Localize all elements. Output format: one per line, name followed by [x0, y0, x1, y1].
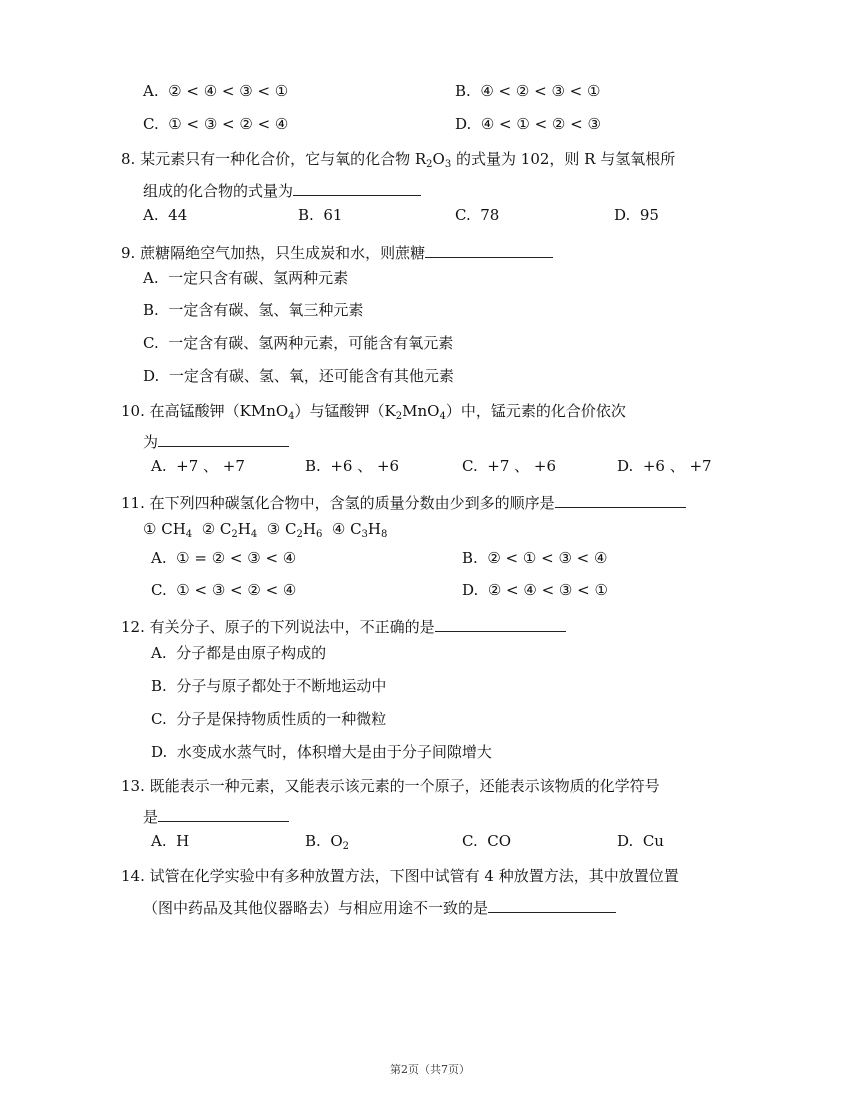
q14-stem-line2: （图中药品及其他仪器略去）与相应用途不一致的是 — [143, 896, 616, 918]
q13-option-b[interactable]: B. $O_2$ — [305, 832, 350, 852]
q11-option-d[interactable]: D. ② < ④ < ③ < ① — [462, 581, 608, 599]
q9-option-c[interactable]: C. 一定含有碳、氢两种元素，可能含有氧元素 — [143, 334, 454, 352]
answer-blank[interactable] — [435, 615, 566, 632]
q8-option-c[interactable]: C. 78 — [455, 206, 500, 224]
q10-stem-line2: 为 — [143, 430, 289, 452]
q9-option-a[interactable]: A. 一定只含有碳、氢两种元素 — [143, 269, 349, 287]
q9-option-d[interactable]: D. 一定含有碳、氢、氧，还可能含有其他元素 — [143, 367, 454, 385]
answer-blank[interactable] — [425, 241, 553, 258]
question-number: 9. — [121, 244, 136, 262]
q7-option-a[interactable]: A. ② < ④ < ③ < ① — [143, 82, 289, 100]
q7-option-b[interactable]: B. ④ < ② < ③ < ① — [455, 82, 601, 100]
q11-compounds: ① $CH_4$ ② $C_2H_4$ ③ $C_2H_6$ ④ $C_3H_8$ — [143, 520, 388, 540]
q10-stem: 10. 在高锰酸钾（KMnO$_4$）与锰酸钾$(K_2MnO_4)$中，锰元素的化合价依次 — [121, 402, 626, 422]
q12-option-a[interactable]: A. 分子都是由原子构成的 — [151, 644, 327, 662]
answer-blank[interactable] — [555, 491, 686, 508]
q10-option-c[interactable]: C. +7 、 +6 — [462, 457, 557, 475]
answer-blank[interactable] — [293, 179, 421, 196]
q7-option-d[interactable]: D. ④ < ① < ② < ③ — [455, 115, 601, 133]
q13-option-a[interactable]: A. H — [151, 832, 190, 850]
q10-option-b[interactable]: B. +6 、 +6 — [305, 457, 400, 475]
answer-blank[interactable] — [488, 896, 616, 913]
q14-stem: 14. 试管在化学实验中有多种放置方法，下图中试管有 4 种放置方法，其中放置位置 — [121, 867, 679, 885]
q13-option-d[interactable]: D. Cu — [617, 832, 664, 850]
q9-option-b[interactable]: B. 一定含有碳、氢、氧三种元素 — [143, 301, 364, 319]
q9-stem: 9. 蔗糖隔绝空气加热，只生成炭和水，则蔗糖 — [121, 241, 553, 263]
answer-blank[interactable] — [158, 805, 289, 822]
q10-option-d[interactable]: D. +6 、 +7 — [617, 457, 712, 475]
page-footer: 第2页（共7页） — [390, 1063, 470, 1076]
q8-stem-line2: 组成的化合物的式量为 — [143, 179, 421, 201]
q11-stem: 11. 在下列四种碳氢化合物中，含氢的质量分数由少到多的顺序是 — [121, 491, 686, 513]
q13-option-c[interactable]: C. CO — [462, 832, 512, 850]
q10-option-a[interactable]: A. +7 、 +7 — [151, 457, 245, 475]
question-number: 12. — [121, 618, 145, 636]
q12-option-d[interactable]: D. 水变成水蒸气时，体积增大是由于分子间隙增大 — [151, 743, 492, 761]
q8-stem: 8. 某元素只有一种化合价，它与氧的化合物 $R_2O_3$ 的式量为 102，则 R 与氢氧根所 — [121, 150, 676, 170]
question-number: 8. — [121, 150, 136, 168]
question-number: 11. — [121, 494, 145, 512]
q11-option-b[interactable]: B. ② < ① < ③ < ④ — [462, 549, 608, 567]
q8-option-b[interactable]: B. 61 — [298, 206, 343, 224]
question-number: 13. — [121, 777, 145, 795]
q8-option-d[interactable]: D. 95 — [614, 206, 659, 224]
q12-option-c[interactable]: C. 分子是保持物质性质的一种微粒 — [151, 710, 387, 728]
q7-option-c[interactable]: C. ① < ③ < ② < ④ — [143, 115, 289, 133]
q12-stem: 12. 有关分子、原子的下列说法中，不正确的是 — [121, 615, 566, 637]
question-number: 14. — [121, 867, 145, 885]
q11-option-c[interactable]: C. ① < ③ < ② < ④ — [151, 581, 297, 599]
q13-stem: 13. 既能表示一种元素，又能表示该元素的一个原子，还能表示该物质的化学符号 — [121, 777, 660, 795]
q12-option-b[interactable]: B. 分子与原子都处于不断地运动中 — [151, 677, 387, 695]
q8-option-a[interactable]: A. 44 — [143, 206, 188, 224]
q11-option-a[interactable]: A. ① = ② < ③ < ④ — [151, 549, 297, 567]
question-number: 10. — [121, 402, 145, 420]
q13-stem-line2: 是 — [143, 805, 289, 827]
answer-blank[interactable] — [158, 430, 289, 447]
